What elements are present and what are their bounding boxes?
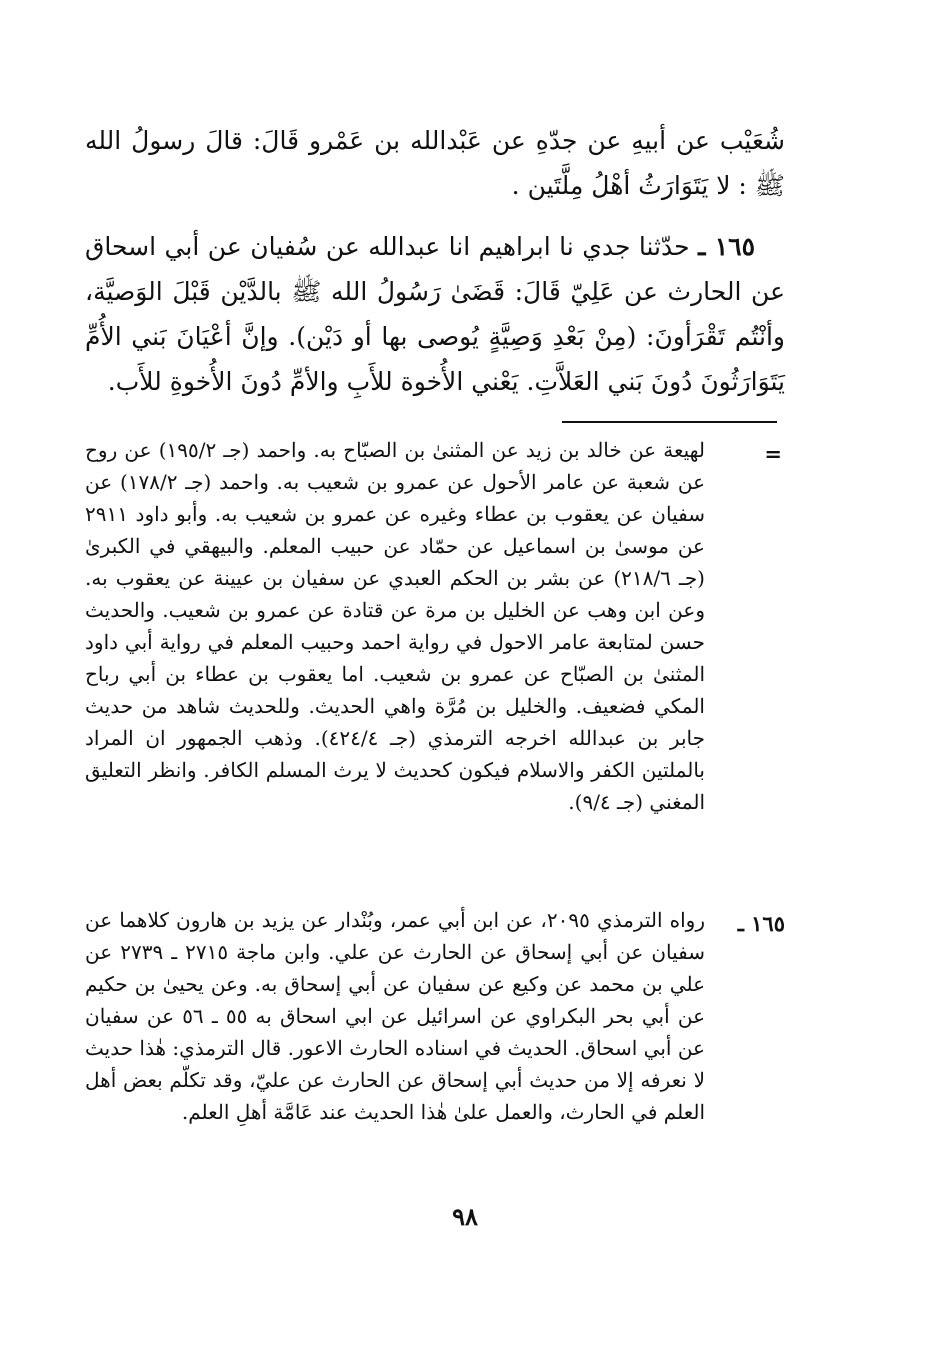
hadith-number: ١٦٥ ـ [698, 232, 756, 261]
footnote-165: رواه الترمذي ٢٠٩٥، عن ابن أبي عمر، وبُنْدار عن يزيد بن هارون كلاهما عن سفيان عن أبي إسحاق عن الحارث عن علي. وابن ماجة ٢٧١٥ ـ ٢٧٣٩ عن علي بن محمد عن وكيع عن سفيان عن أبي إسحاق به. وعن يحيىٰ بن حكيم عن أبي بحر البكراوي عن اسرائيل عن ابي اسحاق به ٥٥ ـ ٥٦ عن سفيان عن أبي اسحاق. الحديث في اسناده الحارث الاعور. قال الترمذي: هٰذا حديث لا نعرفه إلا من حديث أبي إسحاق عن الحارث عن عليّ، وقد تكلّم بعض أهل العلم في الحارث، والعمل علىٰ هٰذا الحديث عند عَامَّة أهلِ العلم. [85, 908, 706, 1124]
footnote-number: ١٦٥ ـ [737, 911, 785, 936]
page-number: ٩٨ [452, 1202, 478, 1231]
paragraph-hadith-165 [85, 224, 785, 404]
main-text [85, 118, 785, 404]
footnote-continued: لهيعة عن خالد بن زيد عن المثنىٰ بن الصبّاح به. واحمد (جـ ١٩٥/٢) عن روح عن شعبة عن عامر الأحول عن عمرو بن شعيب به. واحمد (جـ ١٧٨/٢) عن سفيان عن يعقوب بن عطاء وغيره عن عمرو بن شعيب به. وأبو داود ٢٩١١ عن موسىٰ بن اسماعيل عن حمّاد عن حبيب المعلم. والبيهقي في الكبرىٰ (جـ ٢١٨/٦) عن بشر بن الحكم العبدي عن سفيان بن عيينة عن يعقوب به. وعن ابن وهب عن الخليل بن مرة عن قتادة عن عمرو بن شعيب. والحديث حسن لمتابعة عامر الاحول في رواية احمد وحبيب المعلم في رواية أبي داود المثنىٰ بن الصبّاح عن عمرو بن شعيب. اما يعقوب بن عطاء بن أبي رباح المكي فضعيف. والخليل بن مُرَّة واهي الحديث. وللحديث شاهد من حديث جابر بن عبدالله اخرجه الترمذي (جـ ٤٢٤/٤). وذهب الجمهور ان المراد بالملتين الكفر والاسلام فيكون كحديث لا يرث المسلم الكافر. وانظر التعليق المغني (جـ ٩/٤). [85, 438, 706, 814]
footnote-separator [562, 421, 777, 423]
continuation-mark: = [764, 441, 782, 466]
paragraph-text: حدّثنا جدي نا ابراهيم انا عبدالله عن سُفيان عن أبي اسحاق عن الحارث عن عَلِيّ قَالَ: قَضَىٰ رَسُولُ الله ﷺ بالدَّيْن قَبْلَ الوَصيَّة، وأنْتُم تَقْرَأونَ: (مِنْ بَعْدِ وَصِيَّةٍ يُوصى بها أو دَيْن). وإنَّ أعْيَانَ بَني الأُمِّ يَتَوَارَثُونَ دُونَ بَني العَلاَّتِ. يَعْني الأُخوة للأَبِ والأمِّ دُونَ الأُخوةِ للأَب. [85, 232, 785, 396]
paragraph-text: شُعَيْب عن أبيهِ عن جدّهِ عن عَبْدالله بن عَمْرو قَالَ: قالَ رسولُ الله ﷺ : لا يَتَوَارَثُ أهْلُ مِلَّتَين . [85, 126, 785, 200]
paragraph-hadith-164-end [85, 118, 785, 208]
